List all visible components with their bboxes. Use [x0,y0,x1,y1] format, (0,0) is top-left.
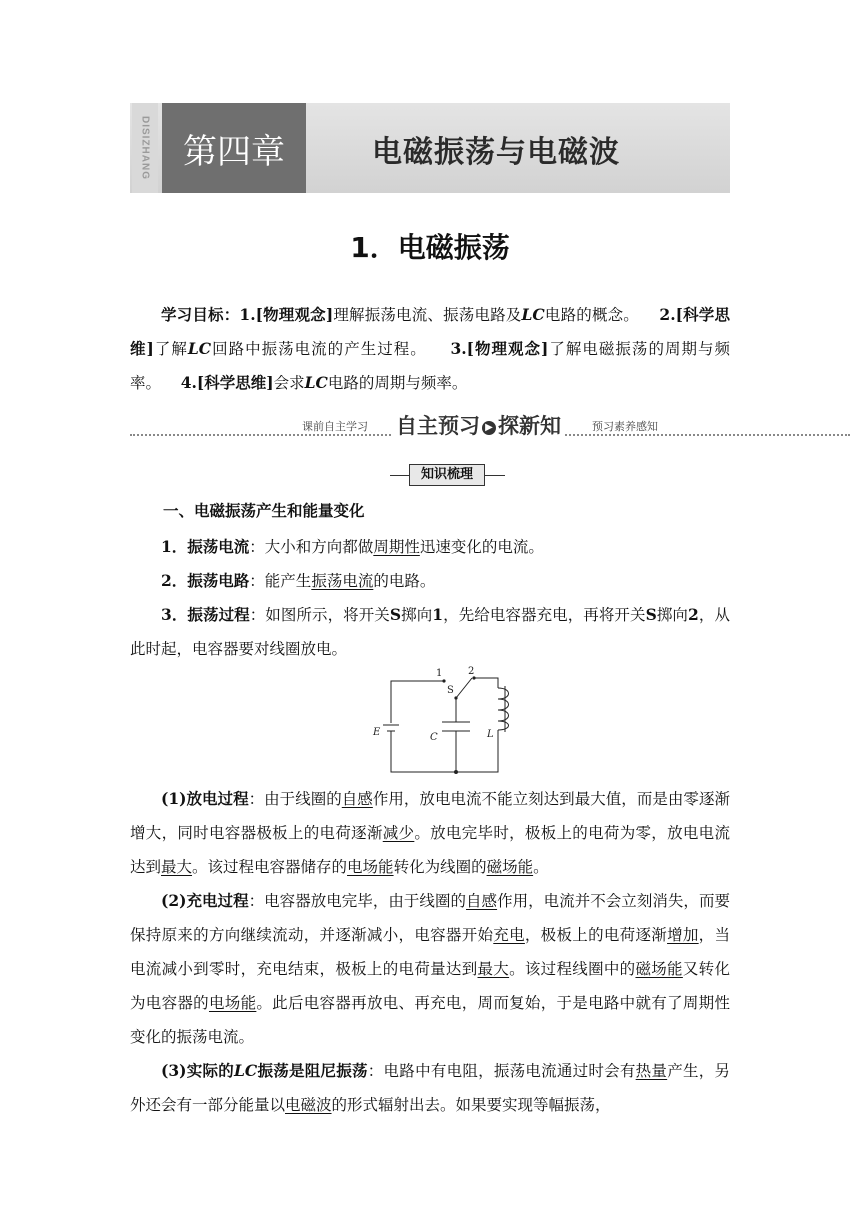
paragraph-charge [130,884,730,1054]
text: 迅速变化的电流。 [419,538,544,556]
objective-1-text-end: 电路的概念。 [544,306,639,324]
text: 掷向 [401,606,433,624]
term-label: (2)充电过程 [161,891,249,910]
switch-symbol: S [389,605,402,624]
switch-label: S [447,685,454,696]
knowledge-badge [390,464,505,486]
objective-4-text: 会求 [273,374,305,392]
strip-left-label: 课前自主学习 [302,420,368,433]
paragraph-damped-oscillation [130,1054,730,1122]
lc-symbol: LC [233,1061,258,1080]
key-term: 减少 [382,824,415,842]
term-label: 1．振荡电流 [161,537,250,556]
text: ：如图所示，将开关 [249,606,390,624]
text: ：能产生 [249,572,312,590]
text: 。 [533,858,549,876]
objective-3-tag: [物理观念] [466,339,549,358]
objective-4-number: 4. [180,373,197,392]
chapter-title: 电磁振荡与电磁波 [372,135,620,170]
objective-4-tag: [科学思维] [196,373,274,392]
section-title: 1．电磁振荡 [350,231,510,264]
objective-4-text-end: 电路的周期与频率。 [327,374,468,392]
learning-objectives [130,298,730,400]
text: 。该过程电容器储存的 [192,858,348,876]
text: 作用，电流并不会立刻消失，而要保持原来的方向继续流动，并逐渐减小，电容器开始 [130,892,730,944]
objective-2-tag: [科学思维] [130,305,730,358]
key-term: 振荡电流 [311,572,374,590]
text: ：电容器放电完毕，由于线圈的 [248,892,467,910]
objective-1-tag: [物理观念] [255,305,334,324]
text: 作用，放电电流不能立刻达到最大值，而是由零逐渐增大，同时电容器极板上的电荷逐渐 [130,790,730,842]
key-term: 热量 [635,1062,668,1080]
key-term: 最大 [477,960,510,978]
lc-symbol: LC [304,373,328,392]
badge-label: 知识梳理 [409,464,485,486]
key-term: 增加 [667,926,699,944]
chapter-number: 第四章 [162,103,306,193]
text: ：电路中有电阻，振荡电流通过时会有 [367,1062,636,1080]
objectives-label: 学习目标： [161,305,240,324]
key-term: 自感 [341,790,373,808]
heading-section-1: 一、电磁振荡产生和能量变化 [163,502,365,520]
key-term: 磁场能 [635,960,683,978]
lc-symbol: LC [187,339,212,358]
inductor-label: L [487,729,494,740]
capacitor-label: C [430,732,438,743]
strip-right-label: 预习素养感知 [592,420,658,433]
text: ：大小和方向都做 [249,538,374,556]
objective-3-number: 3. [450,339,467,358]
key-term: 电场能 [208,994,257,1012]
text: ，从此时起，电容器要对线圈放电。 [130,606,730,658]
text: 又转化为电容器的 [130,960,730,1012]
arrow-right-icon: ▶ [482,421,496,435]
text: 。此后电容器再放电、再充电，周而复始，于是电路中就有了周期性变化的振荡电流。 [130,994,730,1046]
text: ，当电流减小到零时，充电结束，极板上的电荷量达到 [130,926,730,978]
paragraph-oscillating-circuit [130,564,730,598]
objective-3-text: 了解电磁振荡的周期与频率。 [130,340,730,392]
lc-circuit-diagram [370,664,520,780]
preview-section-strip [130,412,850,442]
key-term: 电磁波 [285,1096,332,1114]
strip-main-label [392,410,565,440]
objective-2-text: 了解 [153,340,188,358]
key-term: 磁场能 [486,858,534,876]
term-label: (1)放电过程 [161,789,249,808]
term-label: (3)实际的 [161,1061,234,1080]
strip-main-a: 自主预习 [396,414,480,438]
paragraph-oscillating-current [130,530,730,564]
position-number: 1 [432,605,444,624]
term-label: 振荡是阻尼振荡 [257,1061,368,1080]
text: 。放电完毕时，极板上的电荷为零，放电电流达到 [130,824,730,876]
key-term: 最大 [161,858,193,876]
key-term: 充电 [493,926,525,944]
paragraph-discharge [130,782,730,884]
chapter-side-label: DISIZHANG [132,103,158,193]
objective-2-number: 2. [659,305,676,324]
key-term: 周期性 [373,538,420,556]
objective-1-text: 理解振荡电流、振荡电路及 [333,306,522,324]
term-label: 2．振荡电路 [161,571,250,590]
key-term: 电场能 [347,858,394,876]
text: 掷向 [656,606,688,624]
term-label: 3．振荡过程 [161,605,250,624]
objective-1-number: 1. [239,305,256,324]
text: ，极板上的电荷逐渐 [524,926,668,944]
text: ，先给电容器充电，再将开关 [443,606,646,624]
terminal-1-label: 1 [436,668,443,679]
key-term: 自感 [466,892,498,910]
lc-symbol: LC [521,305,545,324]
paragraph-oscillation-process [130,598,730,666]
text: 产生，另外还会有一部分能量以 [130,1062,730,1114]
text: 。该过程线圈中的 [509,960,636,978]
terminal-2-label: 2 [468,666,475,677]
text: ：由于线圈的 [248,790,342,808]
text: 的电路。 [373,572,436,590]
text: 的形式辐射出去。如果要实现等幅振荡， [331,1096,611,1114]
strip-main-b: 探新知 [498,414,561,438]
battery-label: E [373,727,381,738]
objective-2-text-end: 回路中振荡电流的产生过程。 [211,340,427,358]
position-number: 2 [688,605,699,624]
switch-symbol: S [645,605,657,624]
text: 转化为线圈的 [393,858,487,876]
